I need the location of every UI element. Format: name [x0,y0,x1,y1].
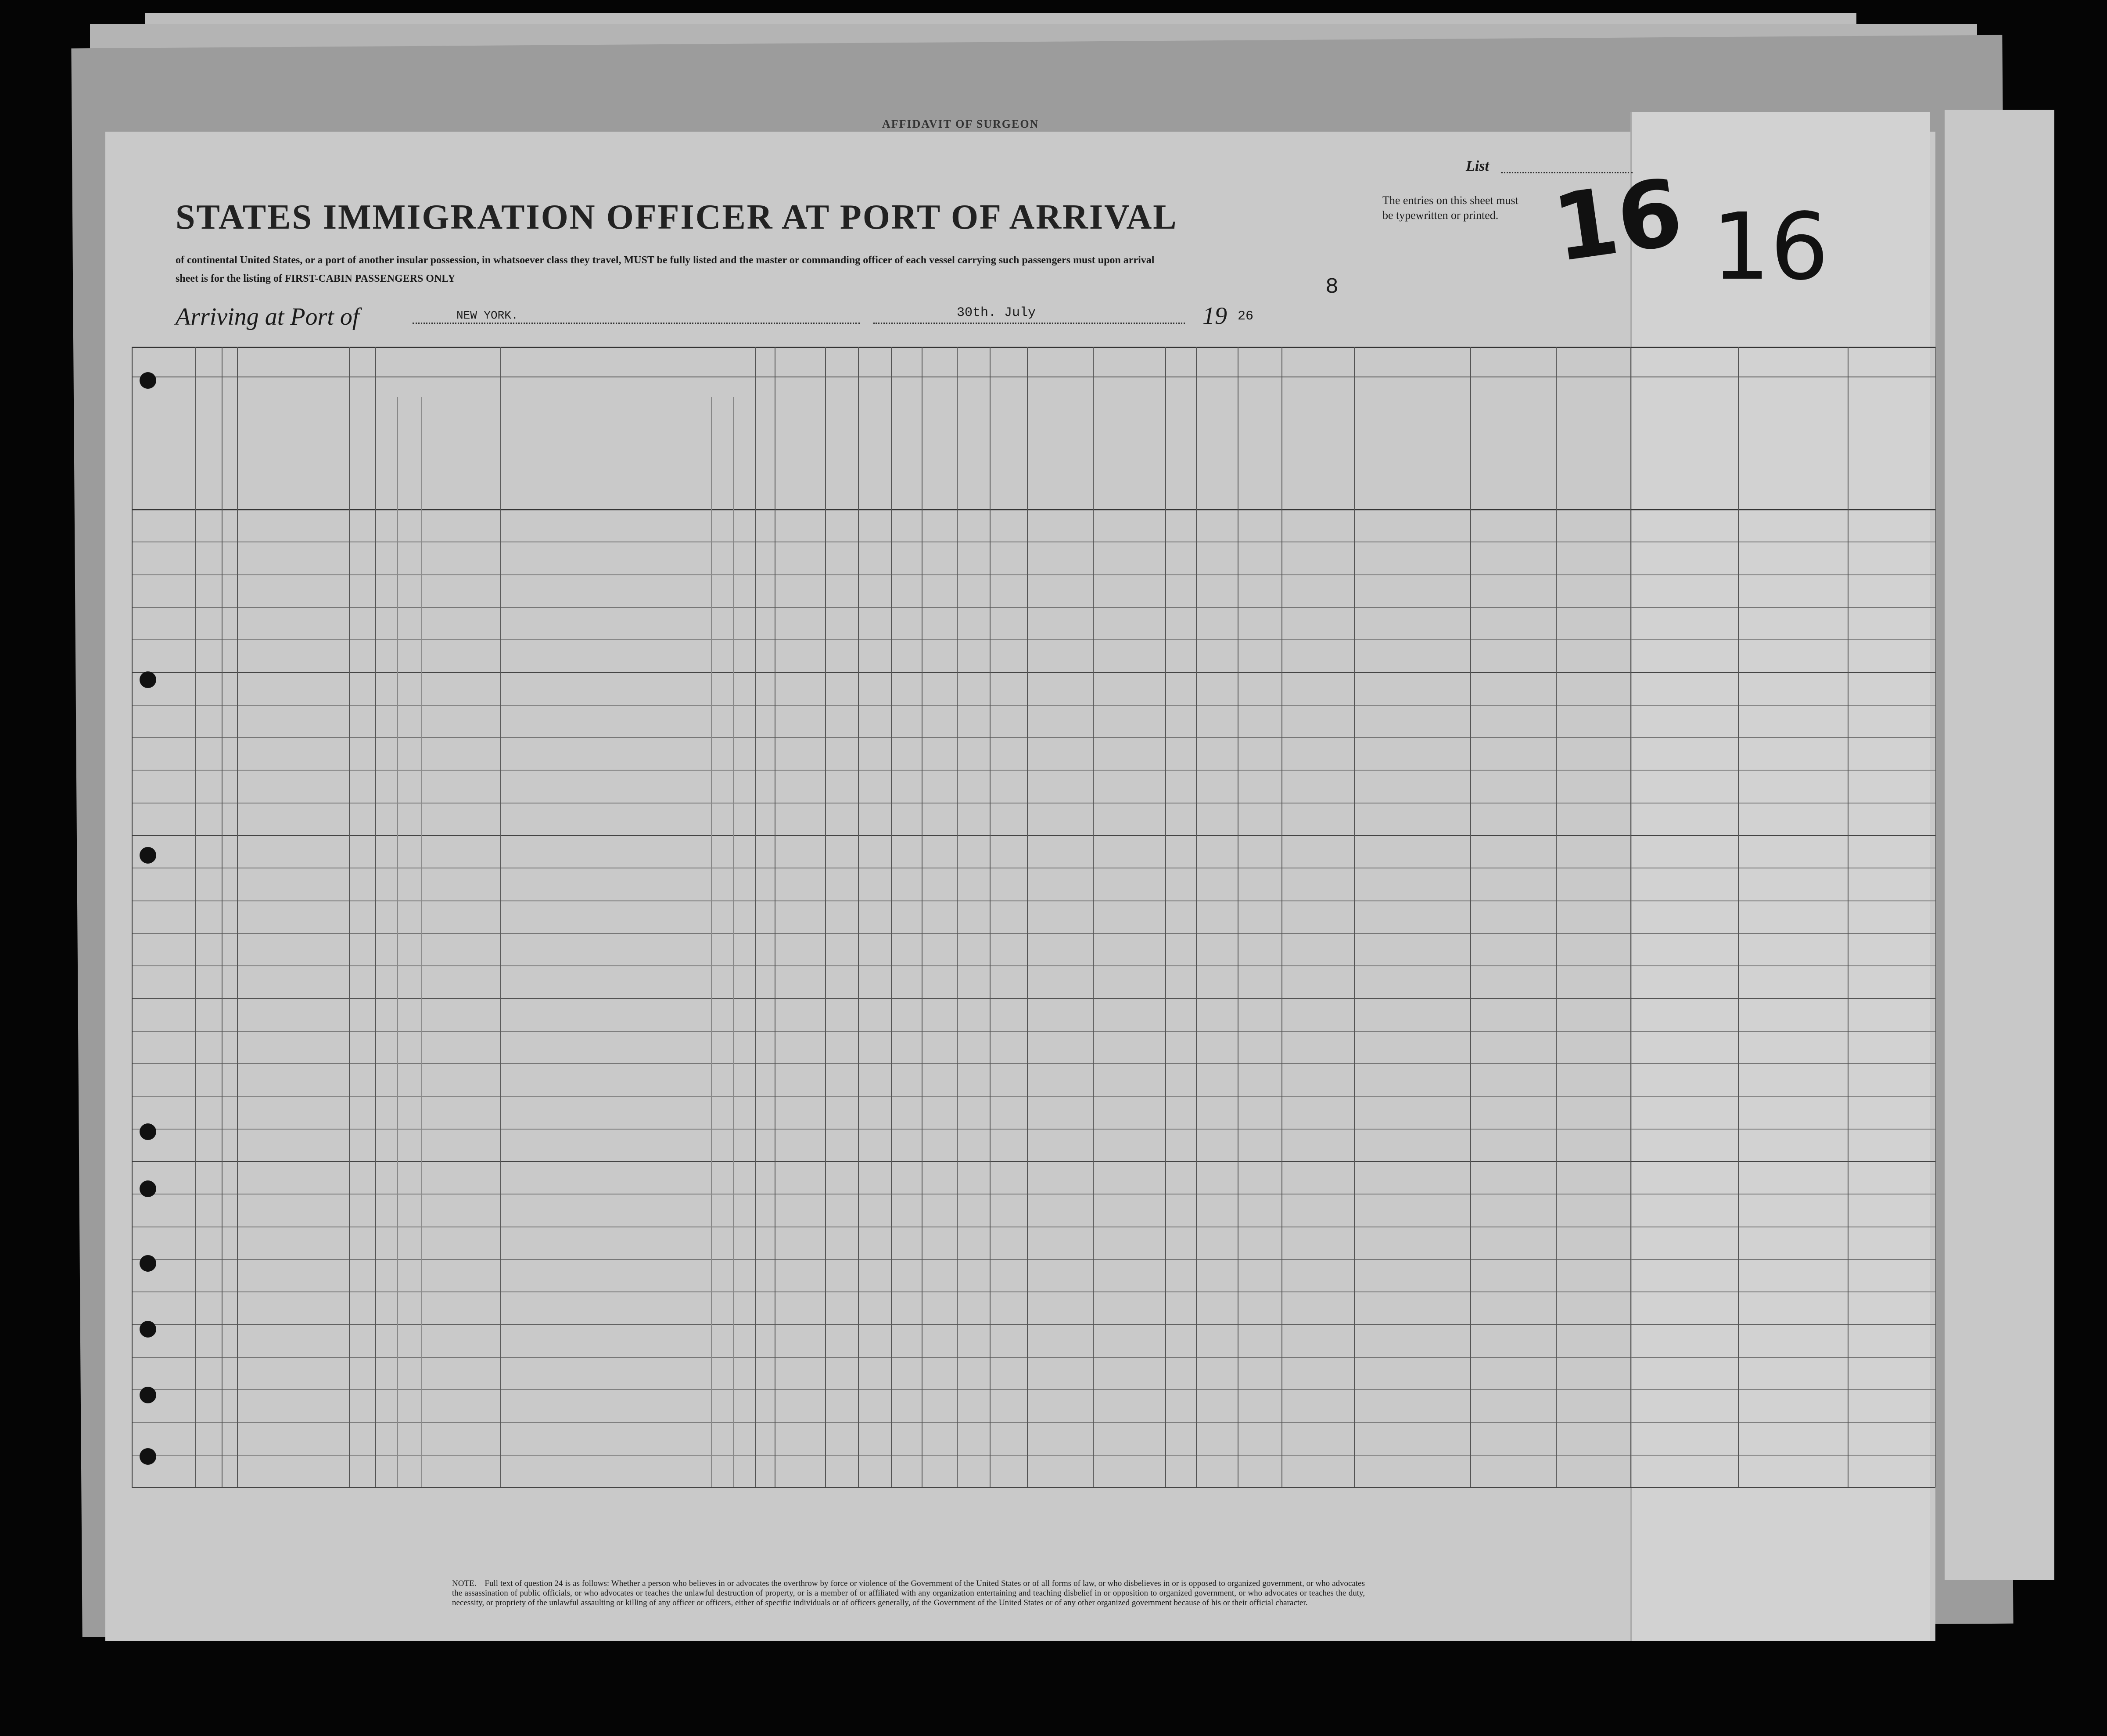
binder-hole [140,1321,156,1338]
grid-row-line [132,1389,1935,1390]
arrival-date: 30th. July [957,305,1036,320]
grid-left-border [132,347,133,1487]
binder-hole [140,1180,156,1197]
grid-column-line [990,347,991,1487]
grid-row-line [132,1291,1935,1292]
grid-row-line [132,1324,1935,1325]
grid-row-line [132,835,1935,836]
grid-column-line [1165,347,1166,1487]
grid-row-line [132,1259,1935,1260]
binder-hole [140,1255,156,1272]
grid-row-line [132,1487,1935,1488]
grid-column-line [755,347,756,1487]
question-24-note: NOTE.—Full text of question 24 is as follows: Whether a person who believes in or advocates the overthrow by force or violence of the Government of the United States or of all forms of law, or who disbelieves in or is opposed to organized government, or who advocates the assassination of public officials, or who advocates or teaches the unlawful destruction of property, or is a member of or affiliated with any organization entertaining and teaching disbelief in or opposition to organized government, or who advocates or teaches the duty, necessity, or propriety of the unlawful assaulting or killing of any officer or officers, either of specific individuals or of officers generally, of the Government of the United States or of any other organized government because of his or their official character. [452,1579,1365,1607]
notice-line-1: The entries on this sheet must [1382,194,1518,207]
grid-row-line [132,574,1935,575]
typewritten-notice [1382,193,1518,223]
grid-column-line [349,347,350,1487]
grid-line-header-bottom [132,509,1935,510]
arriving-label: Arriving at Port of [176,303,359,330]
grid-column-line [1354,347,1355,1487]
grid-subcolumn-line [397,397,398,1487]
grid-column-line [195,347,196,1487]
grid-column-line [1935,347,1936,1487]
subtitle-line-2: sheet is for the listing of FIRST-CABIN PASSENGERS ONLY [176,273,456,284]
port-underline [413,323,860,324]
grid-row-line [132,1422,1935,1423]
grid-row-line [132,900,1935,901]
grid-column-line [500,347,501,1487]
grid-column-line [1093,347,1094,1487]
grid-row-line [132,1357,1935,1358]
binder-hole [140,1448,156,1465]
grid-subcolumn-line [421,397,422,1487]
grid-column-line [957,347,958,1487]
grid-row-line [132,672,1935,673]
handwritten-list-number: 16 [1547,158,1689,283]
binder-hole [140,671,156,688]
binder-hole [140,372,156,389]
grid-row-line [132,965,1935,966]
subtitle-line-1: of continental United States, or a port of another insular possession, in whatsoever class they travel, MUST be fully listed and the master or commanding officer of each vessel carrying such passengers must upon arrival [176,255,1155,266]
grid-row-line [132,639,1935,640]
grid-row-line [132,770,1935,771]
grid-row-line [132,998,1935,999]
visa-sheet-panel [1630,112,1930,1641]
list-label: List [1466,158,1489,174]
grid-column-line [1027,347,1028,1487]
grid-column-line [375,347,376,1487]
grid-column-line [858,347,859,1487]
grid-column-line [891,347,892,1487]
grid-column-line [1196,347,1197,1487]
grid-row-line [132,1161,1935,1162]
grid-column-line [222,347,223,1487]
grid-subcolumn-line [733,397,734,1487]
arrival-year: 26 [1238,309,1254,324]
grid-column-line [1556,347,1557,1487]
grid-row-line [132,933,1935,934]
grid-column-line [237,347,238,1487]
year-prefix: 19 [1202,302,1227,330]
page-title: STATES IMMIGRATION OFFICER AT PORT OF ARRIVAL [176,198,1178,237]
handwritten-list-number-visa: 16 [1712,193,1829,301]
grid-row-line [132,607,1935,608]
binder-hole [140,847,156,864]
sheet-mark: 8 [1325,275,1339,300]
grid-column-line [1848,347,1849,1487]
grid-subcolumn-line [711,397,712,1487]
binder-hole [140,1123,156,1140]
background-sheet-edge [1945,110,2054,1580]
arrival-port: NEW YORK. [456,309,518,322]
grid-row-line [132,1096,1935,1097]
grid-row-line [132,1129,1935,1130]
grid-column-line [1281,347,1282,1487]
binder-hole [140,1387,156,1403]
grid-row-line [132,737,1935,738]
grid-row-line [132,705,1935,706]
grid-row-line [132,1031,1935,1032]
grid-column-line [825,347,826,1487]
notice-line-2: be typewritten or printed. [1382,209,1499,222]
grid-row-line [132,1455,1935,1456]
affidavit-heading: AFFIDAVIT OF SURGEON [882,118,1039,130]
grid-line-top [132,347,1935,348]
grid-column-line [1738,347,1739,1487]
grid-column-line [1470,347,1471,1487]
date-underline [873,323,1185,324]
grid-column-line [1630,347,1631,1487]
grid-row-line [132,1063,1935,1064]
